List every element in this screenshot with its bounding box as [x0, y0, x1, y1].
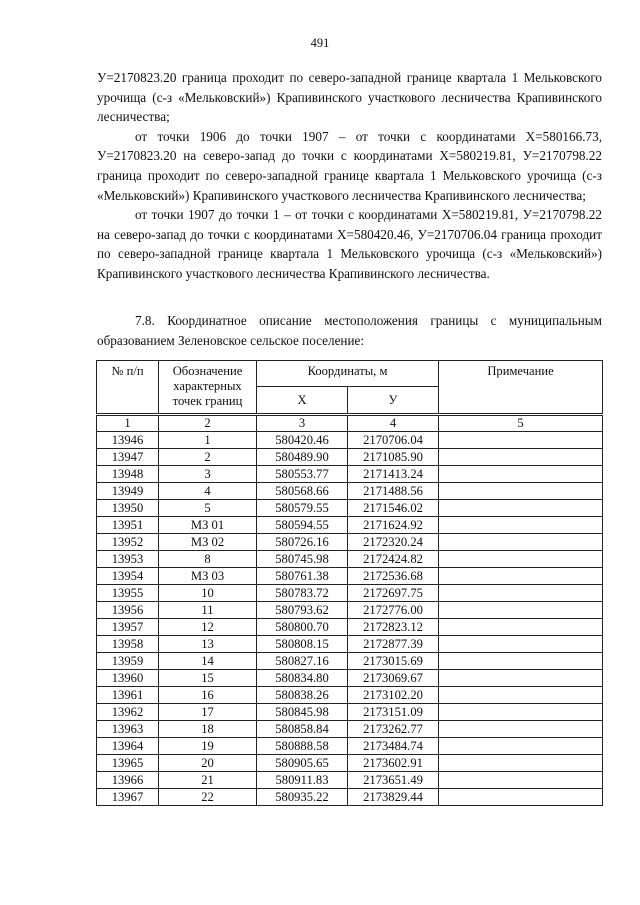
- cell-y: 2173069.67: [348, 670, 439, 687]
- cell-x: 580793.62: [257, 602, 348, 619]
- cell-x: 580935.22: [257, 789, 348, 806]
- cell-number: 13958: [97, 636, 159, 653]
- table-row: [97, 653, 603, 670]
- header-y: У: [348, 387, 439, 415]
- cell-number: 13956: [97, 602, 159, 619]
- cell-x: 580808.15: [257, 636, 348, 653]
- cell-y: 2172424.82: [348, 551, 439, 568]
- cell-note: [439, 704, 603, 721]
- col-number-1: 1: [97, 415, 159, 432]
- cell-designation: 10: [159, 585, 257, 602]
- table-row: [97, 585, 603, 602]
- cell-x: 580594.55: [257, 517, 348, 534]
- cell-y: 2172697.75: [348, 585, 439, 602]
- cell-number: 13966: [97, 772, 159, 789]
- page-number: 491: [310, 36, 330, 50]
- cell-note: [439, 653, 603, 670]
- cell-designation: 14: [159, 653, 257, 670]
- cell-x: 580553.77: [257, 466, 348, 483]
- cell-x: 580905.65: [257, 755, 348, 772]
- cell-designation: 4: [159, 483, 257, 500]
- cell-designation: 1: [159, 432, 257, 449]
- cell-number: 13960: [97, 670, 159, 687]
- paragraph-3: от точки 1907 до точки 1 – от точки с координатами Х=580219.81, У=2170798.22 на северо-запад до точки с координатами Х=580420.46, У=2170706.04 граница проходит по северо-западной границе квартала 1 Мельковского урочища (с-з «Мельковский») Крапивинского участкового лесничества Крапивинского лесничества.: [97, 207, 602, 281]
- cell-number: 13964: [97, 738, 159, 755]
- cell-designation: 12: [159, 619, 257, 636]
- cell-y: 2173602.91: [348, 755, 439, 772]
- cell-x: 580838.26: [257, 687, 348, 704]
- cell-note: [439, 483, 603, 500]
- table-row: [97, 568, 603, 585]
- cell-designation: МЗ 03: [159, 568, 257, 585]
- table-row: [97, 602, 603, 619]
- cell-number: 13954: [97, 568, 159, 585]
- cell-y: 2173484.74: [348, 738, 439, 755]
- cell-designation: 16: [159, 687, 257, 704]
- table-row: [97, 500, 603, 517]
- cell-x: 580726.16: [257, 534, 348, 551]
- cell-x: 580761.38: [257, 568, 348, 585]
- cell-x: 580568.66: [257, 483, 348, 500]
- cell-number: 13950: [97, 500, 159, 517]
- section-heading: 7.8. Координатное описание местоположения границы с муниципальным образованием Зеленовское сельское поселение:: [97, 313, 602, 348]
- body-text: [97, 68, 602, 284]
- cell-number: 13965: [97, 755, 159, 772]
- cell-y: 2171624.92: [348, 517, 439, 534]
- cell-y: 2173829.44: [348, 789, 439, 806]
- cell-y: 2172877.39: [348, 636, 439, 653]
- table-row: [97, 704, 603, 721]
- cell-x: 580745.98: [257, 551, 348, 568]
- table-row: [97, 449, 603, 466]
- col-number-3: 3: [257, 415, 348, 432]
- cell-note: [439, 500, 603, 517]
- cell-x: 580834.80: [257, 670, 348, 687]
- cell-note: [439, 738, 603, 755]
- cell-number: 13967: [97, 789, 159, 806]
- cell-designation: 11: [159, 602, 257, 619]
- cell-designation: 20: [159, 755, 257, 772]
- table-row: [97, 738, 603, 755]
- cell-x: 580845.98: [257, 704, 348, 721]
- coordinates-table: [96, 360, 603, 806]
- cell-x: 580800.70: [257, 619, 348, 636]
- cell-note: [439, 449, 603, 466]
- cell-number: 13949: [97, 483, 159, 500]
- cell-x: 580911.83: [257, 772, 348, 789]
- cell-x: 580579.55: [257, 500, 348, 517]
- cell-designation: 13: [159, 636, 257, 653]
- table-body: [97, 432, 603, 806]
- cell-number: 13961: [97, 687, 159, 704]
- cell-designation: 3: [159, 466, 257, 483]
- cell-y: 2171488.56: [348, 483, 439, 500]
- cell-x: 580827.16: [257, 653, 348, 670]
- cell-number: 13953: [97, 551, 159, 568]
- cell-y: 2172320.24: [348, 534, 439, 551]
- table-row: [97, 670, 603, 687]
- table-row: [97, 466, 603, 483]
- col-number-4: 4: [348, 415, 439, 432]
- cell-number: 13955: [97, 585, 159, 602]
- cell-x: 580888.58: [257, 738, 348, 755]
- table-row: [97, 432, 603, 449]
- col-number-5: 5: [439, 415, 603, 432]
- cell-designation: 21: [159, 772, 257, 789]
- cell-y: 2172776.00: [348, 602, 439, 619]
- table-row: [97, 772, 603, 789]
- cell-number: 13946: [97, 432, 159, 449]
- cell-number: 13951: [97, 517, 159, 534]
- cell-note: [439, 602, 603, 619]
- cell-number: 13962: [97, 704, 159, 721]
- table-row: [97, 721, 603, 738]
- cell-designation: 8: [159, 551, 257, 568]
- cell-designation: 17: [159, 704, 257, 721]
- cell-y: 2172536.68: [348, 568, 439, 585]
- cell-note: [439, 619, 603, 636]
- cell-note: [439, 755, 603, 772]
- table-row: [97, 619, 603, 636]
- cell-number: 13957: [97, 619, 159, 636]
- header-note: Примечание: [439, 361, 603, 415]
- cell-x: 580783.72: [257, 585, 348, 602]
- table-row: [97, 687, 603, 704]
- header-x: Х: [257, 387, 348, 415]
- table-row: [97, 551, 603, 568]
- cell-number: 13947: [97, 449, 159, 466]
- cell-y: 2173015.69: [348, 653, 439, 670]
- cell-designation: 19: [159, 738, 257, 755]
- cell-note: [439, 585, 603, 602]
- cell-designation: 15: [159, 670, 257, 687]
- table-row: [97, 483, 603, 500]
- cell-note: [439, 534, 603, 551]
- table-row: [97, 789, 603, 806]
- cell-y: 2173102.20: [348, 687, 439, 704]
- cell-designation: 2: [159, 449, 257, 466]
- cell-number: 13948: [97, 466, 159, 483]
- cell-note: [439, 466, 603, 483]
- header-designation: Обозначение характерных точек границ: [159, 361, 257, 415]
- cell-number: 13959: [97, 653, 159, 670]
- cell-note: [439, 772, 603, 789]
- cell-y: 2173262.77: [348, 721, 439, 738]
- cell-x: 580858.84: [257, 721, 348, 738]
- table-row: [97, 534, 603, 551]
- cell-note: [439, 568, 603, 585]
- paragraph-1: У=2170823.20 граница проходит по северо-западной границе квартала 1 Мельковского урочища (с-з «Мельковский») Крапивинского участкового лесничества Крапивинского лесничества;: [97, 70, 602, 125]
- cell-number: 13963: [97, 721, 159, 738]
- cell-y: 2173651.49: [348, 772, 439, 789]
- cell-note: [439, 721, 603, 738]
- cell-y: 2172823.12: [348, 619, 439, 636]
- cell-note: [439, 789, 603, 806]
- cell-designation: 18: [159, 721, 257, 738]
- section-heading-block: [97, 311, 602, 350]
- cell-designation: 5: [159, 500, 257, 517]
- table-row: [97, 636, 603, 653]
- cell-note: [439, 670, 603, 687]
- cell-note: [439, 432, 603, 449]
- cell-note: [439, 517, 603, 534]
- table-row: [97, 755, 603, 772]
- table-row: [97, 517, 603, 534]
- cell-designation: МЗ 01: [159, 517, 257, 534]
- cell-note: [439, 551, 603, 568]
- col-number-2: 2: [159, 415, 257, 432]
- header-coordinates: Координаты, м: [257, 361, 439, 387]
- cell-x: 580420.46: [257, 432, 348, 449]
- cell-y: 2170706.04: [348, 432, 439, 449]
- cell-y: 2171413.24: [348, 466, 439, 483]
- cell-y: 2171546.02: [348, 500, 439, 517]
- cell-number: 13952: [97, 534, 159, 551]
- cell-designation: МЗ 02: [159, 534, 257, 551]
- header-number: № п/п: [97, 361, 159, 415]
- cell-x: 580489.90: [257, 449, 348, 466]
- paragraph-2: от точки 1906 до точки 1907 – от точки с координатами Х=580166.73, У=2170823.20 на северо-запад до точки с координатами Х=580219.81, У=2170798.22 граница проходит по северо-западной границе квартала 1 Мельковского урочища (с-з «Мельковский») Крапивинского участкового лесничества Крапивинского лесничества;: [97, 128, 602, 203]
- cell-note: [439, 687, 603, 704]
- cell-y: 2171085.90: [348, 449, 439, 466]
- cell-note: [439, 636, 603, 653]
- cell-designation: 22: [159, 789, 257, 806]
- cell-y: 2173151.09: [348, 704, 439, 721]
